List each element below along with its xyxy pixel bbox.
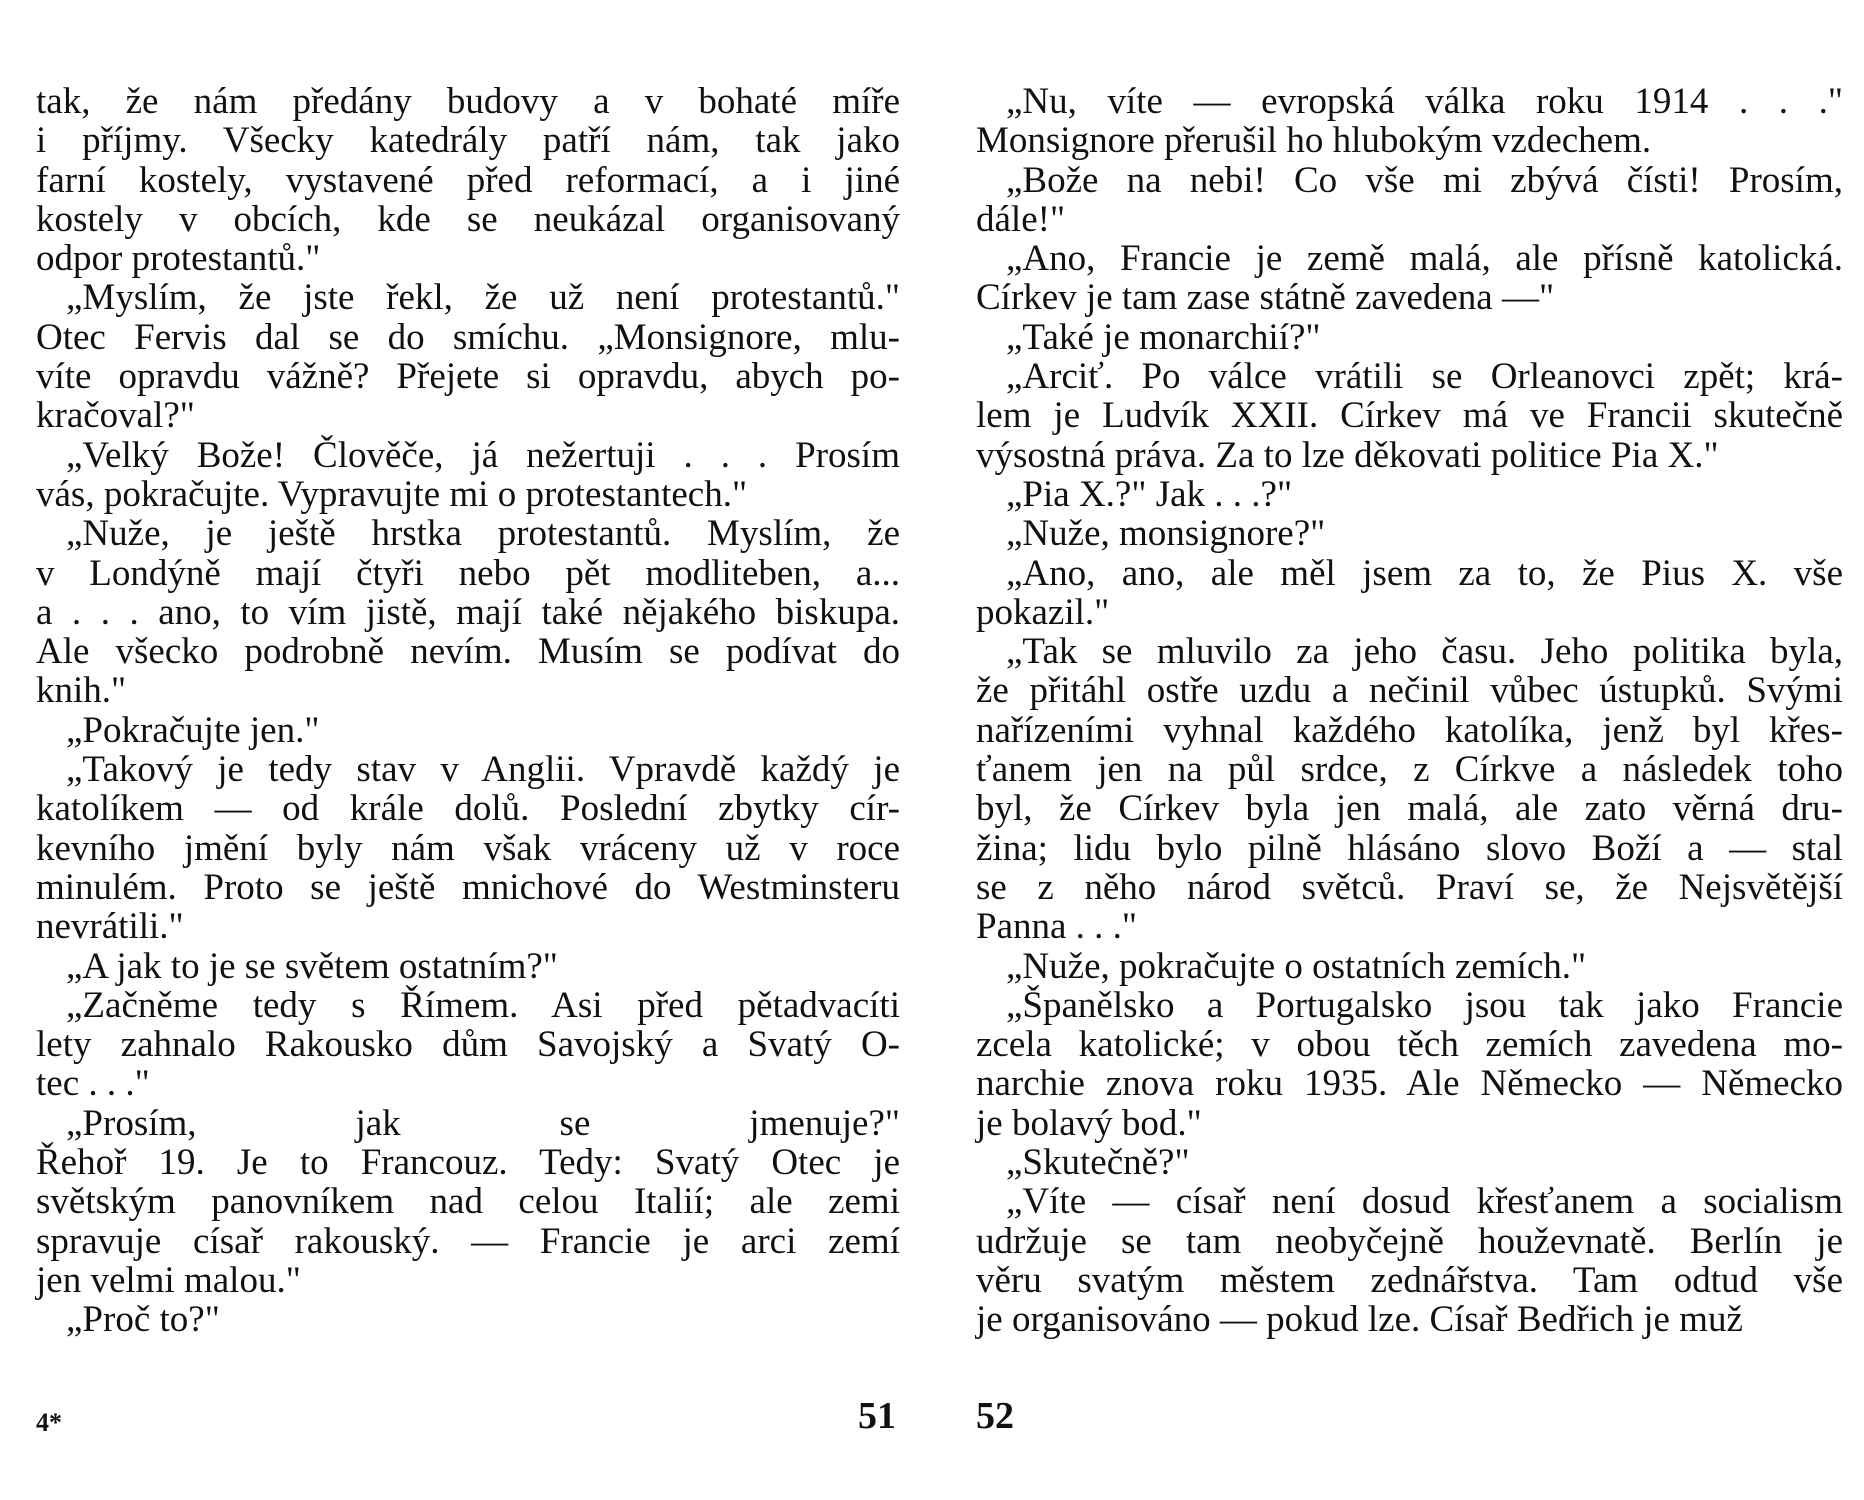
- text-line: „Bože na nebi! Co vše mi zbývá čísti! Prosím,: [1006, 159, 1843, 201]
- page-number-left: 51: [858, 1395, 896, 1437]
- text-line: Církev je tam zase státně zavedena —": [976, 277, 1555, 319]
- right-page-text: [976, 82, 1843, 1340]
- text-line: „Ano, ano, ale měl jsem za to, že Pius X. vše: [1006, 552, 1843, 594]
- text-line: „Myslím, že jste řekl, že už není protestantů.": [66, 277, 900, 319]
- text-line: farní kostely, vystavené před reformací, a i jiné: [36, 159, 900, 201]
- text-line: „Také je monarchií?": [1006, 316, 1321, 358]
- text-line: výsostná práva. Za to lze děkovati politice Pia X.": [976, 434, 1719, 476]
- text-line: „Arciť. Po válce vrátili se Orleanovci zpět; krá-: [1006, 356, 1843, 398]
- signature-mark: 4*: [36, 1408, 62, 1437]
- text-line: je organisováno — pokud lze. Císař Bedřich je muž: [976, 1299, 1743, 1341]
- text-line: „Nuže, pokračujte o ostatních zemích.": [1006, 945, 1587, 987]
- text-line: jen velmi malou.": [36, 1259, 301, 1301]
- text-line: víte opravdu vážně? Přejete si opravdu, abych po-: [36, 356, 900, 398]
- text-line: odpor protestantů.": [36, 238, 321, 280]
- text-line: kostely v obcích, kde se neukázal organisovaný: [36, 198, 900, 240]
- text-line: „Skutečně?": [1006, 1142, 1190, 1184]
- text-line: tec . . .": [36, 1063, 150, 1105]
- text-line: kevního jmění byly nám však vráceny už v roce: [36, 827, 900, 869]
- text-line: „A jak to je se světem ostatním?": [66, 945, 558, 987]
- text-line: udržuje se tam neobyčejně houževnatě. Berlín je: [976, 1220, 1843, 1262]
- text-line: „Nuže, je ještě hrstka protestantů. Myslím, že: [66, 513, 900, 555]
- text-line: lety zahnalo Rakousko dům Savojský a Svatý O-: [36, 1024, 900, 1066]
- text-line: tak, že nám předány budovy a v bohaté míře: [36, 81, 900, 122]
- text-line: katolíkem — od krále dolů. Poslední zbytky cír-: [36, 788, 900, 830]
- text-line: „Velký Bože! Člověče, já nežertuji . . . Prosím: [66, 434, 900, 476]
- text-line: „Nu, víte — evropská válka roku 1914 . . .": [1006, 81, 1843, 122]
- text-line: zcela katolické; v obou těch zemích zavedena mo-: [976, 1024, 1843, 1066]
- text-line: v Londýně mají čtyři nebo pět modliteben, a...: [36, 552, 900, 594]
- page-number-right: 52: [976, 1395, 1014, 1437]
- left-page-text: [36, 82, 900, 1340]
- text-line: vás, pokračujte. Vypravujte mi o protestantech.": [36, 473, 748, 515]
- text-line: nevrátili.": [36, 906, 184, 948]
- text-line: „Nuže, monsignore?": [1006, 513, 1326, 555]
- text-line: minulém. Proto se ještě mnichové do Westminsteru: [36, 866, 900, 908]
- text-line: „Ano, Francie je země malá, ale přísně katolická.: [1006, 238, 1843, 280]
- text-line: „Pokračujte jen.": [66, 709, 320, 751]
- text-line: Panna . . .": [976, 906, 1138, 948]
- text-line: „Prosím, jak se jmenuje?": [66, 1102, 900, 1144]
- text-line: věru svatým městem zednářstva. Tam odtud vše: [976, 1259, 1843, 1301]
- text-line: Řehoř 19. Je to Francouz. Tedy: Svatý Otec je: [36, 1142, 900, 1184]
- text-line: knih.": [36, 670, 127, 712]
- text-line: Monsignore přerušil ho hlubokým vzdechem.: [976, 120, 1652, 162]
- text-line: a . . . ano, to vím jistě, mají také nějakého biskupa.: [36, 591, 900, 633]
- text-line: byl, že Církev byla jen malá, ale zato věrná dru-: [976, 788, 1843, 830]
- right-page: [932, 0, 1864, 1500]
- text-line: „Víte — císař není dosud křesťanem a socialism: [1006, 1181, 1843, 1223]
- text-line: Ale všecko podrobně nevím. Musím se podívat do: [36, 631, 900, 673]
- text-line: Otec Fervis dal se do smíchu. „Monsignore, mlu-: [36, 316, 900, 358]
- text-line: spravuje císař rakouský. — Francie je arci zemí: [36, 1220, 900, 1262]
- text-line: je bolavý bod.": [976, 1102, 1202, 1144]
- text-line: kračoval?": [36, 395, 195, 437]
- text-line: i příjmy. Všecky katedrály patří nám, tak jako: [36, 120, 900, 162]
- text-line: „Španělsko a Portugalsko jsou tak jako Francie: [1006, 984, 1843, 1026]
- text-line: žina; lidu bylo pilně hlásáno slovo Boží a — stal: [976, 827, 1843, 869]
- text-line: pokazil.": [976, 591, 1110, 633]
- text-line: „Tak se mluvilo za jeho času. Jeho politika byla,: [1006, 631, 1843, 673]
- text-line: se z něho národ světců. Praví se, že Nejsvětější: [976, 866, 1843, 908]
- text-line: dále!": [976, 198, 1066, 240]
- text-line: „Proč to?": [66, 1299, 220, 1341]
- text-line: ťanem jen na půl srdce, z Církve a následek toho: [976, 749, 1843, 791]
- text-line: „Takový je tedy stav v Anglii. Vpravdě každý je: [66, 749, 900, 791]
- text-line: narchie znova roku 1935. Ale Německo — Německo: [976, 1063, 1843, 1105]
- text-line: „Pia X.?" Jak . . .?": [1006, 473, 1293, 515]
- text-line: nařízeními vyhnal každého katolíka, jenž byl křes-: [976, 709, 1843, 751]
- text-line: lem je Ludvík XXII. Církev má ve Francii skutečně: [976, 395, 1843, 437]
- text-line: světským panovníkem nad celou Italií; ale zemi: [36, 1181, 900, 1223]
- text-line: „Začněme tedy s Římem. Asi před pětadvacíti: [66, 984, 900, 1026]
- text-line: že přitáhl ostře uzdu a nečinil vůbec ústupků. Svými: [976, 670, 1843, 712]
